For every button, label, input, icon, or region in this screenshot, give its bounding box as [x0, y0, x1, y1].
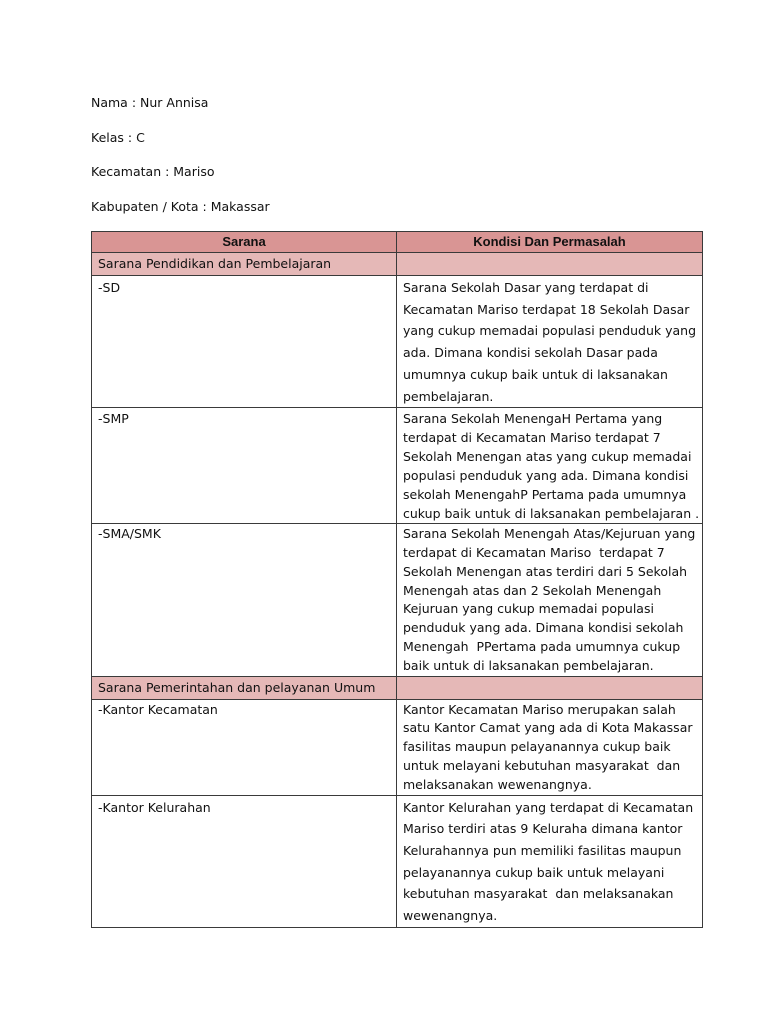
kelas-line: Kelas : C — [91, 130, 145, 145]
table-row — [92, 408, 703, 524]
table-row — [92, 276, 703, 408]
description-line: Mariso terdiri atas 9 Keluraha dimana kantor — [403, 821, 683, 837]
table-row — [92, 524, 703, 676]
header-kondisi: Kondisi Dan Permasalah — [397, 232, 703, 253]
table-row — [92, 795, 703, 927]
description-line: Sarana Sekolah Menengah Atas/Kejuruan yang — [403, 526, 696, 542]
nama-line: Nama : Nur Annisa — [91, 95, 209, 110]
description-line: Kelurahannya pun memiliki fasilitas maupun — [403, 842, 682, 858]
row-name-kantor-kecamatan: -Kantor Kecamatan — [92, 699, 397, 795]
description-line: yang cukup memadai populasi penduduk yang — [403, 323, 697, 339]
row-desc-smp — [397, 408, 703, 524]
description-line: satu Kantor Camat yang ada di Kota Makassar — [403, 720, 693, 736]
description-line: Menengah atas dan 2 Sekolah Menengah — [403, 582, 662, 598]
description-line: fasilitas maupun pelayanannya cukup baik — [403, 739, 671, 755]
description-line: Kantor Kecamatan Mariso merupakan salah — [403, 701, 676, 717]
description-line: Sarana Sekolah MenengaH Pertama yang — [403, 411, 663, 427]
description-line: terdapat di Kecamatan Mariso terdapat 7 — [403, 545, 665, 561]
category-pemerintahan-label: Sarana Pemerintahan dan pelayanan Umum — [92, 676, 397, 699]
description-line: Sarana Sekolah Dasar yang terdapat di — [403, 280, 649, 295]
description-line: untuk melayani kebutuhan masyarakat dan — [403, 757, 681, 773]
table-header-row — [92, 232, 703, 253]
sarana-table — [91, 231, 703, 928]
row-desc-sma-smk — [397, 524, 703, 676]
description-line: penduduk yang ada. Dimana kondisi sekolah — [403, 620, 684, 636]
description-line: cukup baik untuk di laksanakan pembelajaran . — [403, 506, 700, 522]
description-line: populasi penduduk yang ada. Dimana kondisi — [403, 468, 689, 484]
description-line: kebutuhan masyarakat dan melaksanakan — [403, 886, 674, 902]
category-empty-cell — [397, 676, 703, 699]
table-row — [92, 699, 703, 795]
category-row-pendidikan — [92, 253, 703, 276]
description-line: Kecamatan Mariso terdapat 18 Sekolah Dasar — [403, 301, 690, 317]
category-row-pemerintahan — [92, 676, 703, 699]
header-sarana: Sarana — [92, 232, 397, 253]
row-name-sma-smk: -SMA/SMK — [92, 524, 397, 676]
description-line: terdapat di Kecamatan Mariso terdapat 7 — [403, 430, 661, 446]
description-line: sekolah MenengahP Pertama pada umumnya — [403, 487, 687, 503]
kecamatan-line: Kecamatan : Mariso — [91, 164, 215, 179]
description-line: Menengah PPertama pada umumnya cukup — [403, 639, 681, 654]
row-name-sd: -SD — [92, 276, 397, 408]
description-line: wewenangnya. — [403, 908, 498, 924]
category-pendidikan-label: Sarana Pendidikan dan Pembelajaran — [92, 253, 397, 276]
description-line: Kantor Kelurahan yang terdapat di Kecamatan — [403, 799, 694, 815]
description-line: Kejuruan yang cukup memadai populasi — [403, 601, 654, 617]
category-empty-cell — [397, 253, 703, 276]
kabupaten-line: Kabupaten / Kota : Makassar — [91, 199, 270, 214]
description-line: Sekolah Menengan atas yang cukup memadai — [403, 449, 692, 465]
row-desc-kantor-kelurahan — [397, 795, 703, 927]
description-line: pembelajaran. — [403, 388, 494, 404]
row-desc-kantor-kecamatan — [397, 699, 703, 795]
row-desc-sd — [397, 276, 703, 408]
description-line: pelayanannya cukup baik untuk melayani — [403, 864, 665, 880]
description-line: umumnya cukup baik untuk di laksanakan — [403, 366, 668, 382]
description-line: melaksanakan wewenangnya. — [403, 776, 592, 792]
row-name-kantor-kelurahan: -Kantor Kelurahan — [92, 795, 397, 927]
row-name-smp: -SMP — [92, 408, 397, 524]
description-line: ada. Dimana kondisi sekolah Dasar pada — [403, 345, 658, 361]
description-line: baik untuk di laksanakan pembelajaran. — [403, 657, 654, 673]
description-line: Sekolah Menengan atas terdiri dari 5 Sekolah — [403, 563, 688, 579]
